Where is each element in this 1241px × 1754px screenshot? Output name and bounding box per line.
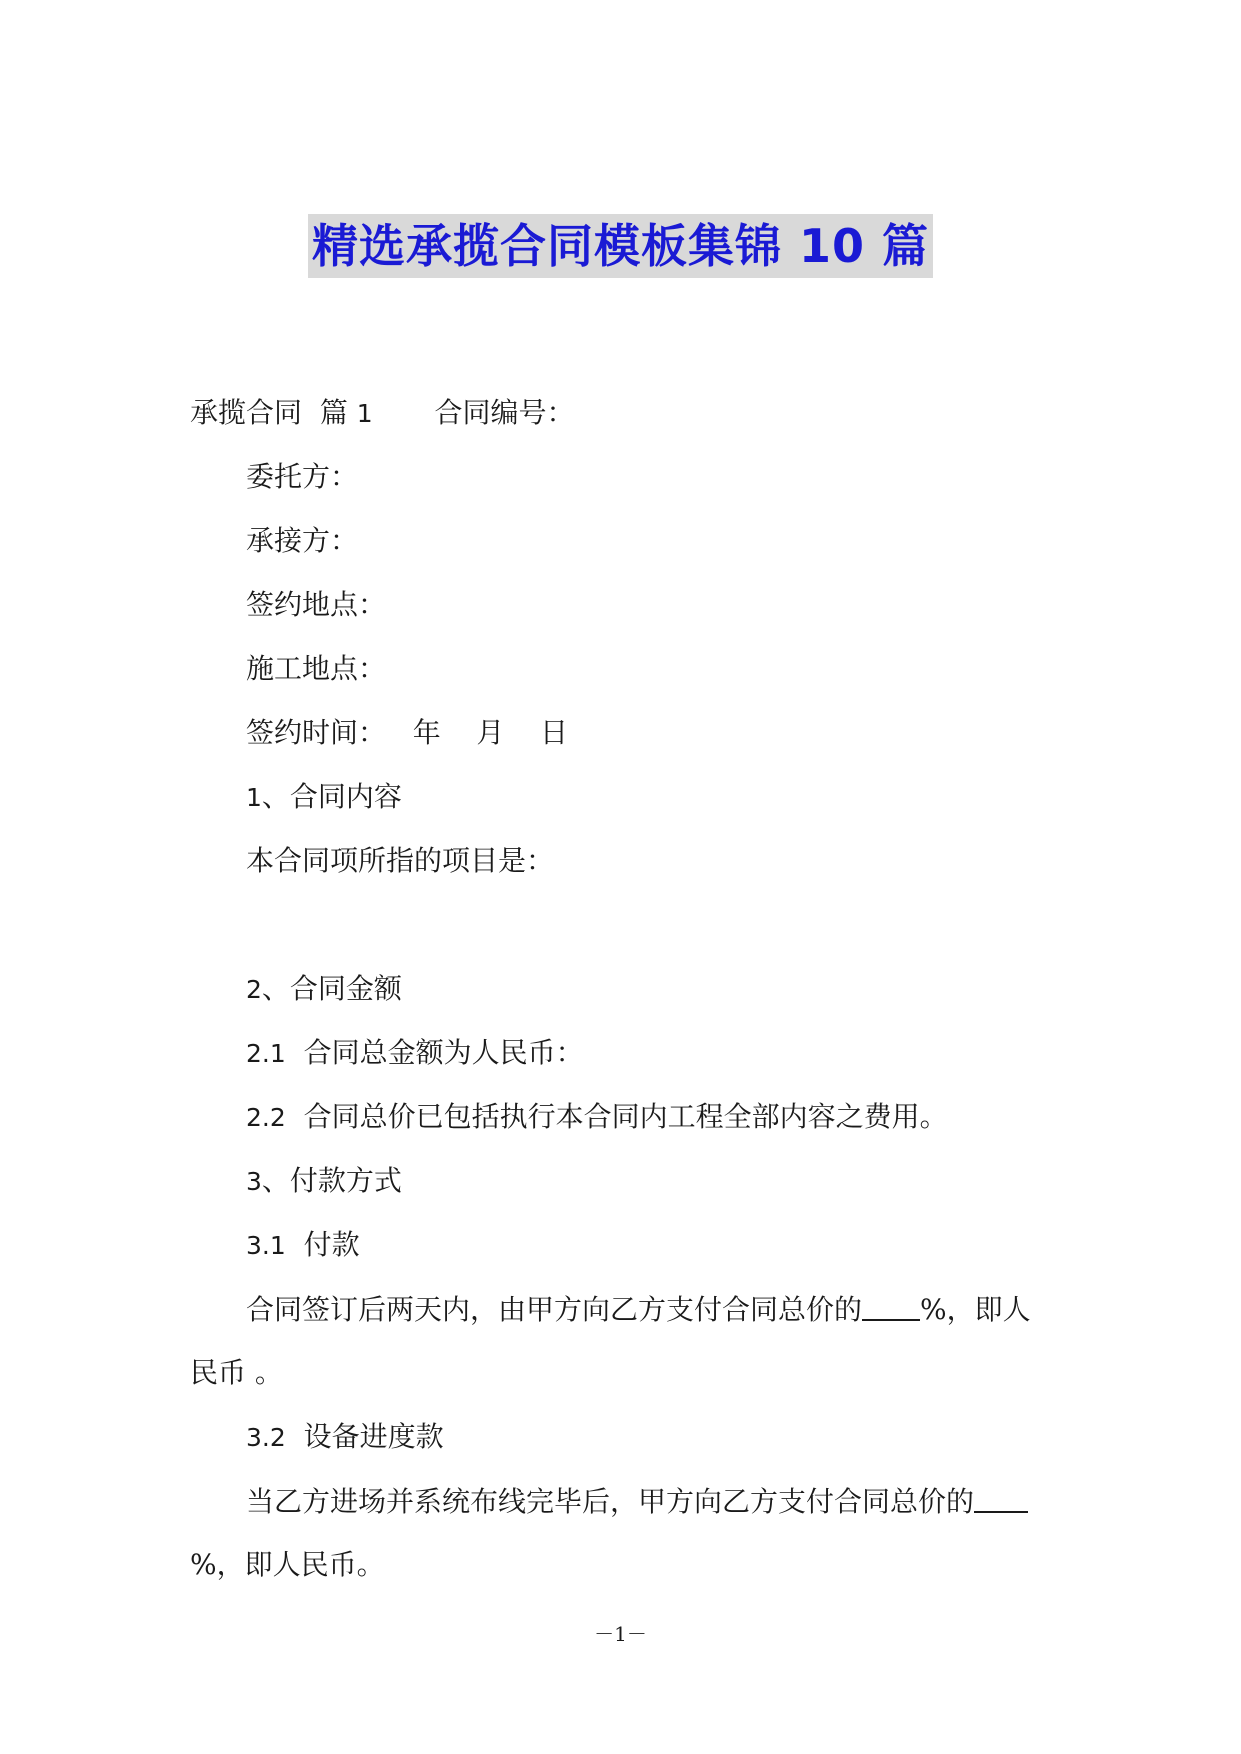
section-2-title	[246, 969, 402, 1010]
percent-blank	[862, 1289, 920, 1321]
day-label: 日	[539, 716, 568, 749]
section-title: 、合同金额	[261, 972, 402, 1005]
construction-site: 施工地点：	[246, 652, 387, 685]
section-heading	[190, 393, 574, 434]
section-number: 1	[246, 783, 262, 812]
clause-2-1	[246, 1033, 584, 1074]
month-label: 月	[476, 716, 505, 749]
signing-place: 签约地点：	[246, 588, 387, 621]
paragraph-text: 合同签订后两天内，由甲方向乙方支付合同总价的	[246, 1293, 863, 1326]
section-number: 2	[246, 975, 262, 1004]
section-title: 、合同内容	[261, 780, 402, 813]
payment-paragraph-2	[246, 1481, 1028, 1522]
payment-paragraph-1	[246, 1289, 1031, 1330]
payment-paragraph-2-cont: %，即人民币。	[190, 1548, 385, 1581]
clause-number: 2.1	[246, 1039, 286, 1068]
payment-paragraph-1-cont: 民币 。	[190, 1356, 283, 1389]
party-entrusting: 委托方：	[246, 460, 359, 493]
paragraph-text: 当乙方进场并系统布线完毕后，甲方向乙方支付合同总价的	[246, 1485, 975, 1518]
chapter-label: 篇	[319, 396, 348, 429]
percent-text: %，即人	[920, 1293, 1031, 1326]
section-title: 、付款方式	[261, 1164, 402, 1197]
section-1-title	[246, 777, 402, 818]
clause-2-2	[246, 1097, 948, 1138]
party-contractor: 承接方：	[246, 524, 359, 557]
clause-number: 2.2	[246, 1103, 286, 1132]
document-title: 精选承揽合同模板集锦 10 篇	[308, 214, 933, 278]
year-label: 年	[412, 716, 441, 749]
section-3-title	[246, 1161, 402, 1202]
clause-title: 付款	[303, 1228, 360, 1261]
section-number: 3	[246, 1167, 262, 1196]
page-number: －1－	[594, 1622, 647, 1646]
chapter-number: 1	[356, 399, 373, 428]
percent-blank	[974, 1481, 1028, 1513]
clause-title: 设备进度款	[303, 1420, 444, 1453]
clause-number: 3.2	[246, 1423, 286, 1452]
clause-text: 合同总价已包括执行本合同内工程全部内容之费用。	[303, 1100, 948, 1133]
clause-number: 3.1	[246, 1231, 286, 1260]
contract-number-label: 合同编号：	[434, 396, 575, 429]
title-container	[0, 214, 1241, 278]
clause-3-2	[246, 1417, 444, 1458]
signing-time-label: 签约时间：	[246, 716, 387, 749]
signing-time	[246, 713, 568, 753]
section-1-body: 本合同项所指的项目是：	[246, 844, 555, 877]
clause-text: 合同总金额为人民币：	[303, 1036, 584, 1069]
section-label: 承揽合同	[190, 396, 303, 429]
clause-3-1	[246, 1225, 360, 1266]
